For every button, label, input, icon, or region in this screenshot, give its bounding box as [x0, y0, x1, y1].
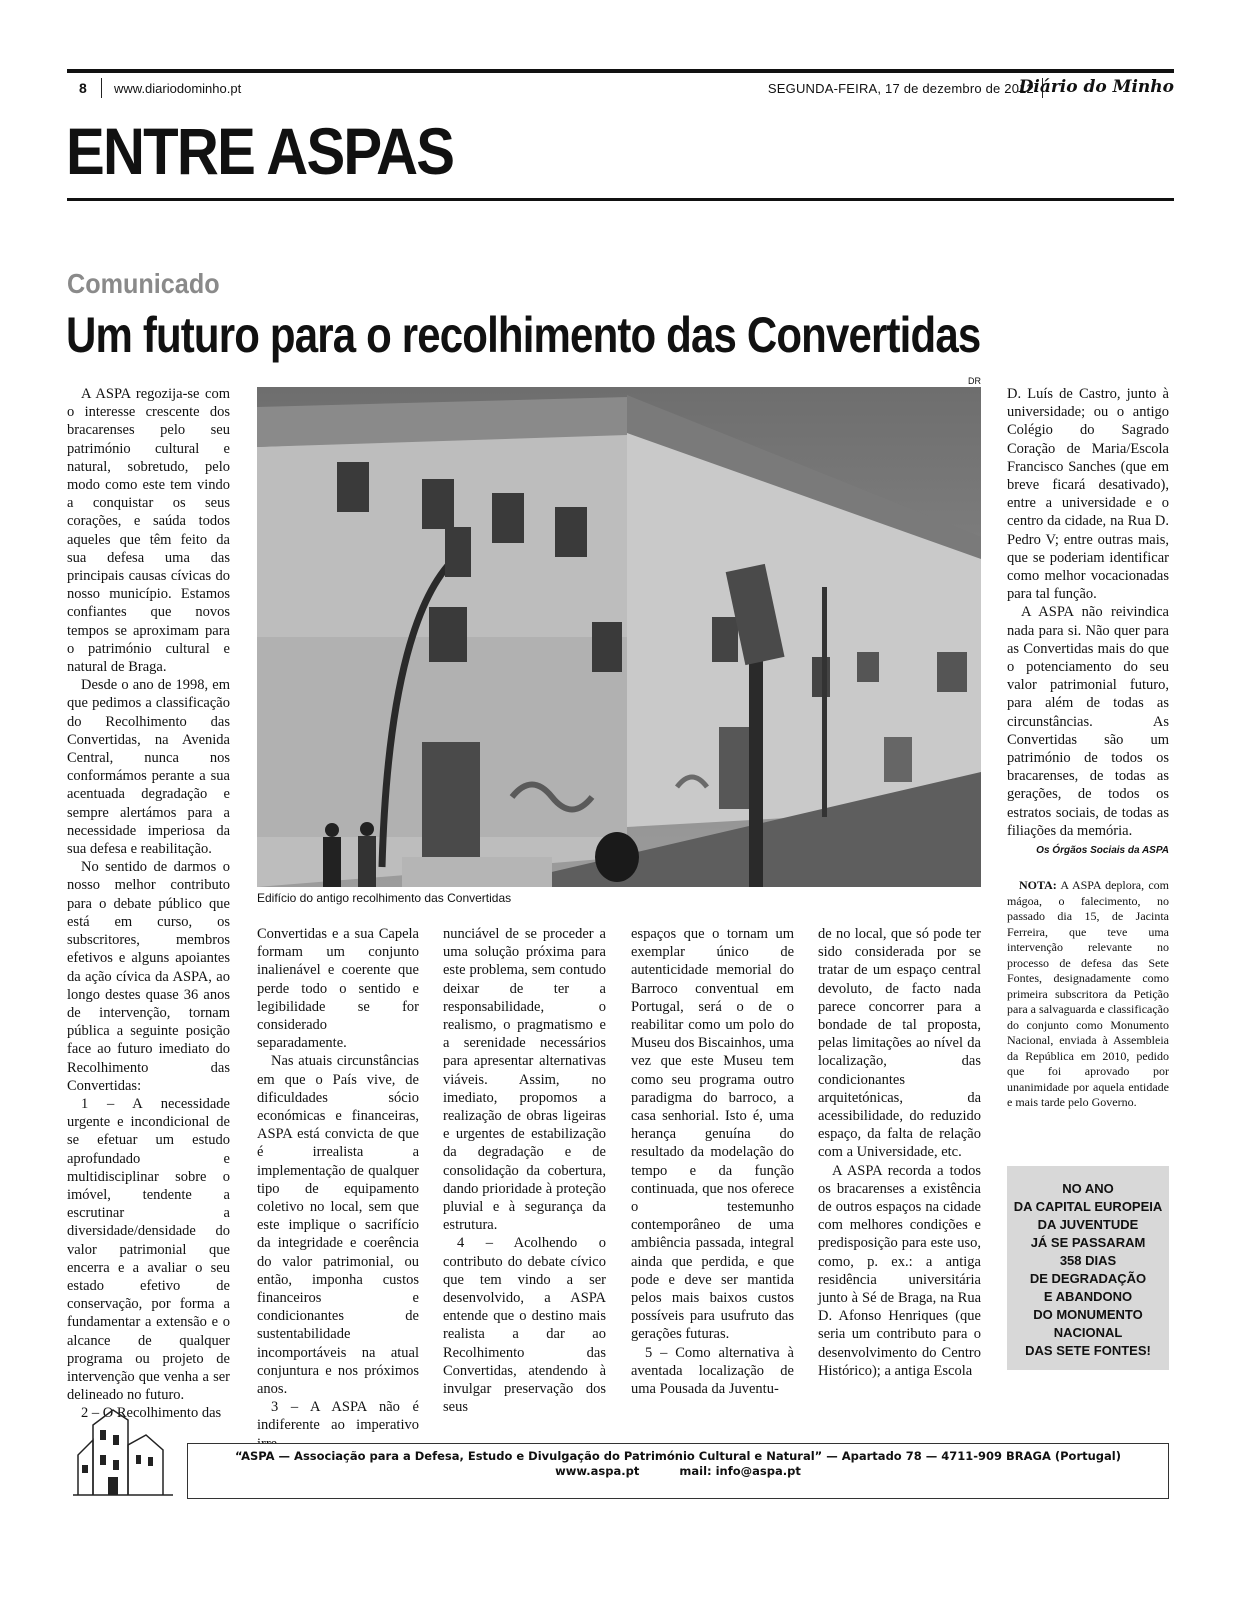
paragraph: de no local, que só pode ter sido considerada por se tratar de um espaço central devoluto, de facto nada parece concorrer para a bondade de tal proposta, pelas limitações ao nível da localização, das condicionantes arquitetónicas, da acessibilidade, do reduzido espaço, da falta de relação com a Universidade, etc. [818, 926, 981, 1161]
paragraph: 1 – A necessidade urgente e incondicional de se efetuar um estudo aprofundado e multidisciplinar sobre o imóvel, tendente a escrutinar a diversidade/densidade do valor patrimonial que encerra e a avaliar o seu estado efetivo de conservação, por forma a fundamentar a extensão e o alcance de qualquer programa ou projeto de intervenção que venha a ser delineado no futuro. [67, 1095, 230, 1404]
section-rule [67, 198, 1174, 201]
promo-line: E ABANDONO [1043, 1289, 1133, 1304]
footer-links[interactable]: www.aspa.pt mail: info@aspa.pt [555, 1464, 801, 1478]
promo-line: JÁ SE PASSARAM [1030, 1235, 1146, 1250]
promo-line: DA CAPITAL EUROPEIA [1013, 1199, 1163, 1214]
article-column-5 [818, 925, 981, 1380]
paragraph: D. Luís de Castro, junto à universidade; ou o antigo Colégio do Sagrado Coração de Maria/Escola Francisco Sanches (que em breve ficará desativado), entre a universidade e o centro da cidade, na Rua D. Pedro V; entre outras mais, que se poderiam identificar como melhor vocacionadas para tal função. [1007, 386, 1169, 603]
paragraph: espaços que o tornam um exemplar único de autenticidade memorial do Barroco conventual em Portugal, será o de o reabilitar como um polo do Museu dos Biscainhos, uma vez que este Museu tem como seu programa outro paradigma do barroco, a casa senhorial. Isto é, uma herança genuína do resultado da modelação do tempo e da função continuada, que nos oferece o testemunho contemporâneo de uma ambiência passada, integral ainda que perdida, e que pode e deve ser mantida pelos mais baixos custos possíveis para usufruto das gerações futuras. [631, 926, 794, 1343]
note-box [1007, 878, 1169, 1111]
promo-line: DA JUVENTUDE [1037, 1217, 1139, 1232]
photo-credit: DR [968, 376, 981, 386]
article-kicker: Comunicado [67, 268, 220, 299]
promo-line: DE DEGRADAÇÃO [1029, 1271, 1147, 1286]
article-column-1 [67, 385, 230, 1423]
page-number: 8 [79, 80, 87, 96]
masthead-logo: Diário do Minho [1018, 77, 1174, 97]
article-headline: Um futuro para o recolhimento das Convertidas [66, 307, 981, 363]
paragraph: Desde o ano de 1998, em que pedimos a classificação do Recolhimento das Convertidas, na Avenida Central, nunca nos conformámos perante a sua acentuada degradação e sempre alertámos para a necessidade imperiosa da sua defesa e reabilitação. [67, 677, 230, 858]
promo-line: DO MONUMENTO [1033, 1307, 1143, 1322]
aspa-logo-illustration [68, 1395, 178, 1505]
article-photo [257, 387, 981, 887]
photo-caption: Edifício do antigo recolhimento das Convertidas [257, 891, 512, 905]
article-column-4 [631, 925, 794, 1398]
note-label: NOTA: [1019, 878, 1057, 892]
section-title: ENTRE ASPAS [66, 114, 454, 188]
page-header [67, 78, 1174, 100]
article-column-3 [443, 925, 606, 1416]
paragraph: 4 – Acolhendo o contributo do debate cívico que tem vindo a ser desenvolvido, a ASPA entende que o destino mais realista a dar ao Recolhimento das Convertidas, atendendo à invulgar preservação dos seus [443, 1235, 606, 1416]
promo-line: DAS SETE FONTES! [1025, 1343, 1151, 1358]
paragraph: No sentido de darmos o nosso melhor contributo para o debate público que está em curso, os subscritores, membros efetivos e alguns apoiantes da ação cívica da ASPA, ao longo destes quase 36 anos de intervenção, tornam pública a seguinte posição face ao futuro imediato do Recolhimento das Convertidas: [67, 859, 230, 1094]
site-link[interactable]: www.diariodominho.pt [114, 81, 242, 96]
article-signature: Os Órgãos Sociais da ASPA [1036, 845, 1169, 856]
note-text: A ASPA deplora, com mágoa, o falecimento, no passado dia 15, de Jacinta Ferreira, que teve uma intervenção relevante no processo de defesa das Sete Fontes, designadamente como primeira subscritora da Petição para a salvaguarda e classificação do conjunto como Monumento Nacional, enviada à Assembleia da República em 2010, pedido que foi aprovado por unanimidade por aquela entidade e mais tarde pelo Governo. [1007, 878, 1169, 1109]
building-photo-illustration [257, 387, 981, 887]
header-divider [101, 78, 102, 98]
promo-box [1007, 1166, 1169, 1370]
paragraph: A ASPA recorda a todos os bracarenses a existência de outros espaços na cidade com melhores condições e predisposição para este uso, como, p. ex.: a antiga residência universitária junto à Sé de Braga, na Rua D. Afonso Henriques (que seria um contributo para o desenvolvimento do Centro Histórico); a antiga Escola [818, 1162, 981, 1379]
paragraph: nunciável de se proceder a uma solução próxima para este problema, sem contudo deixar de ter a responsabilidade, o realismo, o pragmatismo e a serenidade necessários para apresentar alternativas viáveis. Assim, no imediato, propomos a realização de obras ligeiras e urgentes de estabilização da degradação e de consolidação da cobertura, dando prioridade à proteção pluvial e à segurança da estrutura. [443, 926, 606, 1234]
paragraph: A ASPA regozija-se com o interesse crescente dos bracarenses pelo seu património cultural e natural, sobretudo, pelo modo como este tem vindo a conquistar os seus corações, e saúda todos aqueles que têm feito da sua defesa uma das principais causas cívicas do nosso município. Estamos confiantes que novos tempos se aproximam para o património cultural e natural de Braga. [67, 386, 230, 676]
paragraph: A ASPA não reivindica nada para si. Não quer para as Convertidas mais do que o potenciamento do seu valor patrimonial futuro, para além de todas as circunstâncias. As Convertidas são um património de todos os bracarenses, de todas as gerações, de todos os estratos sociais, de todas as filiações da memória. [1007, 604, 1169, 839]
paragraph: Convertidas e a sua Capela formam um conjunto inalienável e coerente que perde todo o sentido e legibilidade se for considerado separadamente. [257, 926, 419, 1052]
footer-contact [187, 1443, 1169, 1499]
promo-line: NO ANO [1062, 1181, 1114, 1196]
issue-date: SEGUNDA-FEIRA, 17 de dezembro de 2012 [767, 81, 1034, 96]
promo-line: 358 DIAS [1059, 1253, 1117, 1268]
footer-address: “ASPA — Associação para a Defesa, Estudo e Divulgação do Património Cultural e Natural” — Apartado 78 — 4711-909 BRAGA (Portugal) [235, 1449, 1121, 1463]
article-column-6 [1007, 385, 1169, 840]
paragraph: 5 – Como alternativa à aventada localização de uma Pousada da Juventu- [631, 1344, 794, 1398]
paragraph: 2 – O Recolhimento das [81, 1405, 222, 1422]
paragraph: Nas atuais circunstâncias em que o País vive, de dificuldades sócio económicas e financeiras, ASPA está convicta de que é irrealista a implementação de qualquer tipo de equipamento coletivo no local, sem que este implique o sacrifício da integridade e coerência do valor patrimonial, ou então, imponha custos financeiros e condicionantes de sustentabilidade incomportáveis na atual conjuntura e nos próximos anos. [257, 1053, 419, 1398]
article-column-2 [257, 925, 419, 1453]
paragraph: 3 – A ASPA não é indiferente ao imperativo [257, 1399, 419, 1434]
top-rule [67, 69, 1174, 73]
promo-line: NACIONAL [1053, 1325, 1123, 1340]
